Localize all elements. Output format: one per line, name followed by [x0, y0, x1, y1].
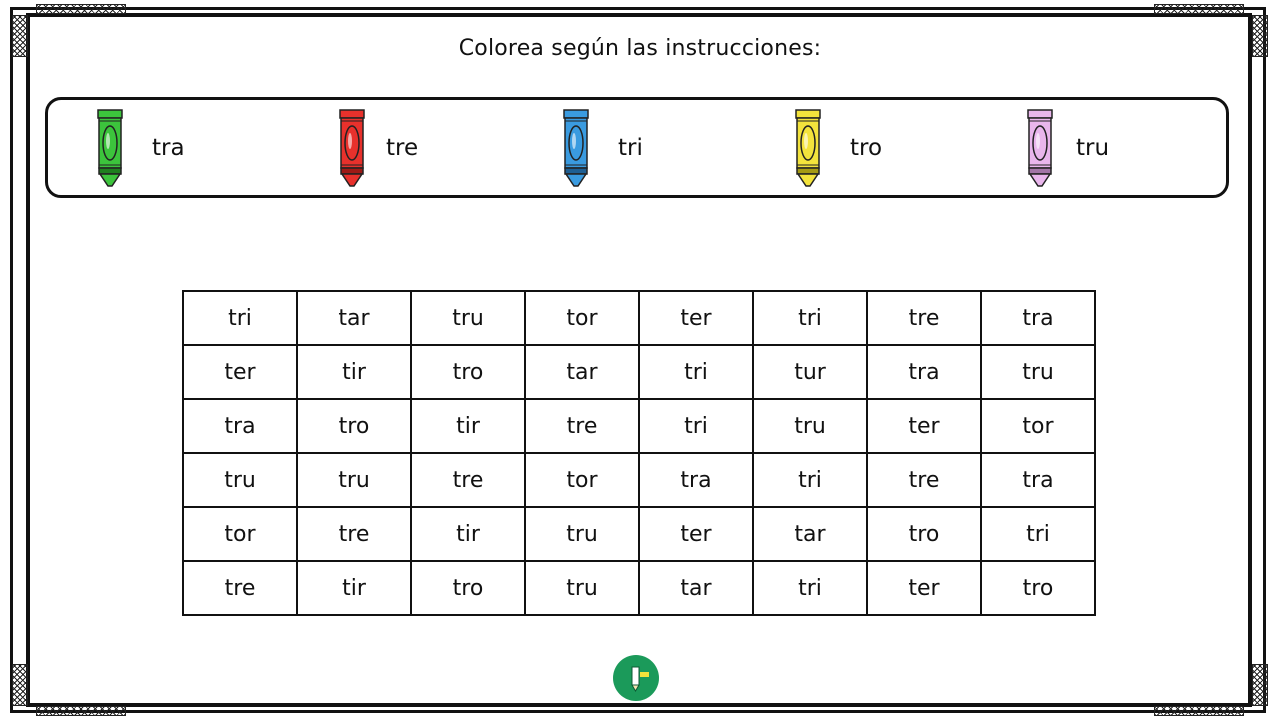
grid-cell[interactable]: tre: [867, 453, 981, 507]
grid-cell[interactable]: tre: [297, 507, 411, 561]
grid-cell[interactable]: tri: [981, 507, 1095, 561]
grid-cell[interactable]: tri: [753, 453, 867, 507]
grid-cell[interactable]: tir: [411, 399, 525, 453]
grid-cell[interactable]: tur: [753, 345, 867, 399]
legend-item-tro: [794, 100, 882, 195]
grid-row: [183, 453, 1095, 507]
grid-cell[interactable]: tor: [525, 453, 639, 507]
grid-cell[interactable]: tru: [981, 345, 1095, 399]
grid-cell[interactable]: tre: [183, 561, 297, 615]
grid-cell[interactable]: tra: [639, 453, 753, 507]
grid-cell[interactable]: tir: [411, 507, 525, 561]
legend-item-tri: [562, 100, 643, 195]
crayon-pink-icon: [1026, 108, 1054, 188]
grid-cell[interactable]: tra: [981, 453, 1095, 507]
grid-cell[interactable]: tra: [867, 345, 981, 399]
grid-cell[interactable]: ter: [639, 291, 753, 345]
crayon-red-icon: [338, 108, 366, 188]
border-band-top-right: [1154, 4, 1244, 14]
legend-label-tre: tre: [386, 134, 419, 161]
grid-cell[interactable]: ter: [867, 399, 981, 453]
legend-item-tru: [1026, 100, 1109, 195]
grid-cell[interactable]: tru: [525, 561, 639, 615]
crayon-yellow-icon: [794, 108, 822, 188]
legend-label-tru: tru: [1076, 134, 1110, 161]
legend-item-tra: [96, 100, 185, 195]
border-band-bottom-left: [36, 706, 126, 716]
grid-cell[interactable]: tar: [525, 345, 639, 399]
grid-cell[interactable]: tro: [411, 561, 525, 615]
grid-cell[interactable]: tri: [639, 399, 753, 453]
grid-cell[interactable]: tru: [753, 399, 867, 453]
grid-row: [183, 561, 1095, 615]
crayon-blue-icon: [562, 108, 590, 188]
logo-badge: [613, 655, 659, 701]
grid-cell[interactable]: tri: [753, 561, 867, 615]
legend-label-tro: tro: [850, 134, 883, 161]
corner-ornament-bottom-right: [1252, 664, 1268, 706]
color-legend: [45, 97, 1229, 198]
grid-row: [183, 291, 1095, 345]
crayon-green-icon: [96, 108, 124, 188]
grid-cell[interactable]: tre: [411, 453, 525, 507]
grid-cell[interactable]: tru: [411, 291, 525, 345]
legend-label-tra: tra: [152, 134, 185, 161]
legend-label-tri: tri: [618, 134, 643, 161]
grid-cell[interactable]: tor: [981, 399, 1095, 453]
grid-row: [183, 345, 1095, 399]
corner-ornament-bottom-left: [12, 664, 28, 706]
syllable-grid: [182, 290, 1096, 616]
grid-cell[interactable]: tra: [981, 291, 1095, 345]
grid-cell[interactable]: tri: [639, 345, 753, 399]
grid-cell[interactable]: tri: [183, 291, 297, 345]
grid-cell[interactable]: tro: [867, 507, 981, 561]
grid-cell[interactable]: tir: [297, 345, 411, 399]
border-band-top-left: [36, 4, 126, 14]
legend-item-tre: [338, 100, 418, 195]
grid-cell[interactable]: ter: [639, 507, 753, 561]
grid-cell[interactable]: tar: [753, 507, 867, 561]
grid-cell[interactable]: ter: [183, 345, 297, 399]
grid-cell[interactable]: tir: [297, 561, 411, 615]
grid-cell[interactable]: tre: [867, 291, 981, 345]
pencil-logo-icon: [621, 663, 651, 693]
grid-cell[interactable]: tra: [183, 399, 297, 453]
grid-cell[interactable]: tor: [525, 291, 639, 345]
grid-cell[interactable]: tru: [183, 453, 297, 507]
grid-cell[interactable]: tri: [753, 291, 867, 345]
grid-cell[interactable]: tar: [297, 291, 411, 345]
grid-row: [183, 399, 1095, 453]
grid-row: [183, 507, 1095, 561]
page-title: Colorea según las instrucciones:: [458, 36, 822, 61]
grid-cell[interactable]: tor: [183, 507, 297, 561]
grid-cell[interactable]: tru: [525, 507, 639, 561]
grid-cell[interactable]: tro: [297, 399, 411, 453]
border-band-bottom-right: [1154, 706, 1244, 716]
grid-cell[interactable]: tro: [981, 561, 1095, 615]
grid-cell[interactable]: tru: [297, 453, 411, 507]
grid-cell[interactable]: tro: [411, 345, 525, 399]
grid-cell[interactable]: ter: [867, 561, 981, 615]
grid-cell[interactable]: tar: [639, 561, 753, 615]
grid-cell[interactable]: tre: [525, 399, 639, 453]
